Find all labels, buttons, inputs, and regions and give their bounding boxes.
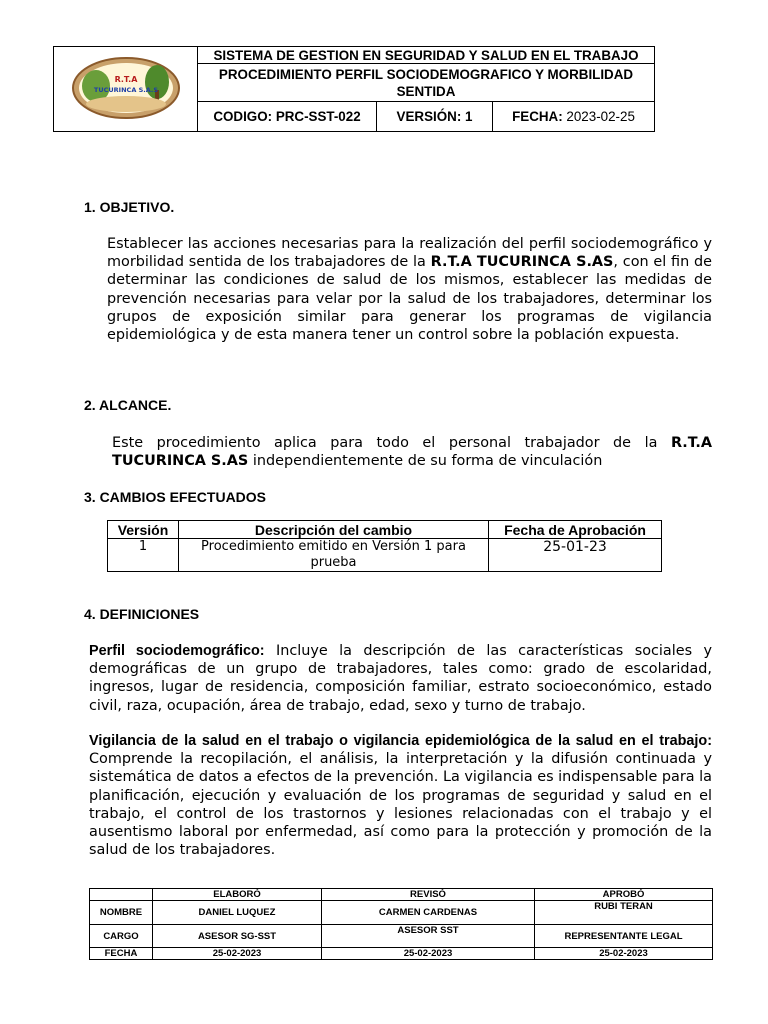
signature-row-nombre <box>90 901 713 925</box>
signature-row-fecha <box>90 948 713 960</box>
changes-table <box>107 520 662 572</box>
signature-cell: 25-02-2023 <box>535 948 713 960</box>
definition-term: Perfil sociodemográfico: <box>89 643 265 659</box>
alcance-text-1: Este procedimiento aplica para todo el personal trabajador de la <box>112 435 671 451</box>
definition-term: Vigilancia de la salud en el trabajo o vigilancia epidemiológica de la salud en el trabajo: <box>89 733 712 749</box>
company-logo <box>71 56 181 120</box>
date-cell <box>493 102 655 132</box>
definition-perfil <box>89 642 712 715</box>
definition-vigilancia <box>89 732 712 859</box>
signature-cell: RUBI TERAN <box>535 901 713 925</box>
signature-cell: 25-02-2023 <box>153 948 322 960</box>
row-label: FECHA <box>90 948 153 960</box>
table-header: Descripción del cambio <box>179 521 489 539</box>
svg-text:R.T.A: R.T.A <box>114 74 137 84</box>
table-cell: Procedimiento emitido en Versión 1 para prueba <box>179 539 489 572</box>
signature-table <box>89 888 713 960</box>
definition-text: Comprende la recopilación, el análisis, la interpretación y la difusión continuada y sistemática de datos a efectos de la prevención. La vigilancia es indispensable para la planificación, ejecución y evaluación de los programas de seguridad y salud en el trabajo, el control de los trastornos y lesiones relacionadas con el trabajo y el ausentismo laboral por enfermedad, así como para la protección y promoción de la salud de los trabajadores. <box>89 751 712 859</box>
svg-text:TUCURINCA S.A.S: TUCURINCA S.A.S <box>93 85 158 94</box>
alcance-text-2: independientemente de su forma de vinculación <box>248 453 603 470</box>
system-title: SISTEMA DE GESTION EN SEGURIDAD Y SALUD EN EL TRABAJO <box>198 47 655 64</box>
section-objetivo-title: 1. OBJETIVO. <box>84 199 175 215</box>
section-cambios-title: 3. CAMBIOS EFECTUADOS <box>84 489 267 505</box>
signature-header-row <box>90 889 713 901</box>
signature-cell: 25-02-2023 <box>322 948 535 960</box>
version-cell: VERSIÓN: 1 <box>377 102 493 132</box>
signature-cell: CARMEN CARDENAS <box>322 901 535 925</box>
date-value: 2023-02-25 <box>566 109 635 124</box>
table-cell: 25-01-23 <box>489 539 662 572</box>
document-header <box>53 46 655 132</box>
signature-header <box>90 889 153 901</box>
signature-header: APROBÓ <box>535 889 713 901</box>
signature-cell: ASESOR SG-SST <box>153 925 322 948</box>
signature-cell: ASESOR SST <box>322 925 535 948</box>
signature-header: REVISÓ <box>322 889 535 901</box>
company-name: R.T.A TUCURINCA S.AS <box>112 435 712 470</box>
section-definiciones-title: 4. DEFINICIONES <box>84 606 200 622</box>
procedure-title: PROCEDIMIENTO PERFIL SOCIODEMOGRAFICO Y MORBILIDAD SENTIDA <box>198 64 655 102</box>
objetivo-paragraph <box>107 235 712 344</box>
logo-cell <box>54 47 198 132</box>
table-header: Versión <box>108 521 179 539</box>
signature-cell: DANIEL LUQUEZ <box>153 901 322 925</box>
signature-cell: REPRESENTANTE LEGAL <box>535 925 713 948</box>
definition-text: Incluye la descripción de las características sociales y demográficas de un grupo de trabajadores, tales como: grado de escolaridad, ingresos, lugar de residencia, composición familiar, estrato socioeconómico, estado civil, raza, ocupación, área de trabajo, edad, sexo y turno de trabajo. <box>89 643 712 714</box>
table-header: Fecha de Aprobación <box>489 521 662 539</box>
table-row <box>108 539 662 572</box>
signature-header: ELABORÓ <box>153 889 322 901</box>
signature-row-cargo <box>90 925 713 948</box>
date-label: FECHA: <box>512 109 563 124</box>
objetivo-text-1: Establecer las acciones necesarias para la realización del perfil sociodemográfico y morbilidad sentida de los trabajadores de la <box>107 236 712 271</box>
table-cell: 1 <box>108 539 179 572</box>
alcance-paragraph <box>112 434 712 470</box>
objetivo-text-2: , con el fin de determinar las condiciones de salud de los mismos, establecer las medidas de prevención necesarias para velar por la salud de los trabajadores, determinar los grupos de exposición similar para generar los programas de vigilancia epidemiológica y de esta manera tener un control sobre la población expuesta. <box>107 254 713 344</box>
section-alcance-title: 2. ALCANCE. <box>84 397 172 413</box>
row-label: NOMBRE <box>90 901 153 925</box>
company-name: R.T.A TUCURINCA S.AS <box>430 254 614 271</box>
row-label: CARGO <box>90 925 153 948</box>
code-cell: CODIGO: PRC-SST-022 <box>198 102 377 132</box>
